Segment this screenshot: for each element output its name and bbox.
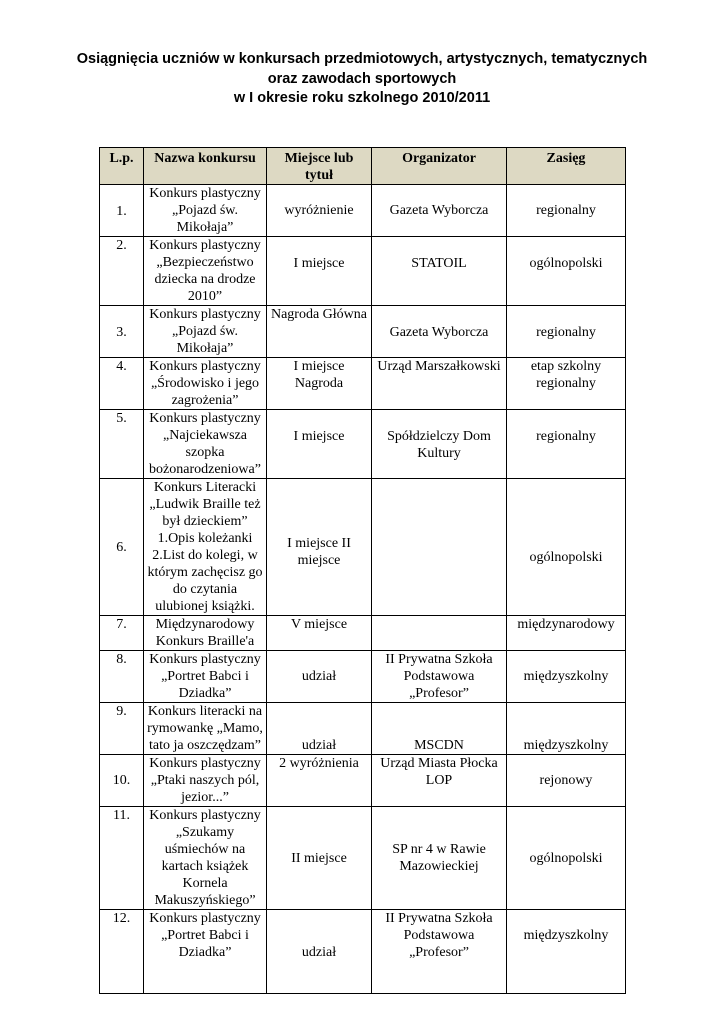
- cell-miejsce: Nagroda Główna: [267, 306, 372, 358]
- cell-lp: 2.: [100, 237, 144, 306]
- cell-organizator: Spółdzielczy Dom Kultury: [372, 410, 507, 479]
- cell-nazwa: Konkurs plastyczny „Najciekawsza szopka bożonarodzeniowa”: [144, 410, 267, 479]
- cell-nazwa: Konkurs plastyczny „Portret Babci i Dziadka”: [144, 910, 267, 994]
- cell-lp: 3.: [100, 306, 144, 358]
- header-miejsce: Miejsce lub tytuł: [267, 148, 372, 185]
- cell-nazwa: Konkurs plastyczny „Pojazd św. Mikołaja”: [144, 306, 267, 358]
- title-line-1: Osiągnięcia uczniów w konkursach przedmiotowych, artystycznych, tematycznych: [76, 51, 648, 67]
- table-row: [100, 358, 626, 410]
- table-row: [100, 410, 626, 479]
- cell-nazwa: Międzynarodowy Konkurs Braille'a: [144, 616, 267, 651]
- cell-organizator: [372, 616, 507, 651]
- header-nazwa: Nazwa konkursu: [144, 148, 267, 185]
- cell-organizator: Urząd Miasta Płocka LOP: [372, 755, 507, 807]
- cell-zasieg: ogólnopolski: [507, 479, 626, 616]
- cell-miejsce: I miejsce II miejsce: [267, 479, 372, 616]
- cell-lp: 8.: [100, 651, 144, 703]
- cell-miejsce: I miejsce Nagroda: [267, 358, 372, 410]
- cell-miejsce: II miejsce: [267, 807, 372, 910]
- cell-zasieg: międzyszkolny: [507, 651, 626, 703]
- cell-miejsce: udział: [267, 910, 372, 994]
- cell-lp: 12.: [100, 910, 144, 994]
- cell-lp: 5.: [100, 410, 144, 479]
- table-row: [100, 807, 626, 910]
- cell-lp: 4.: [100, 358, 144, 410]
- cell-zasieg: ogólnopolski: [507, 237, 626, 306]
- cell-nazwa: Konkurs plastyczny „Szukamy uśmiechów na kartach książek Kornela Makuszyńskiego”: [144, 807, 267, 910]
- cell-lp: 9.: [100, 703, 144, 755]
- header-lp: L.p.: [100, 148, 144, 185]
- table-row: [100, 910, 626, 994]
- cell-zasieg: rejonowy: [507, 755, 626, 807]
- cell-miejsce: udział: [267, 703, 372, 755]
- cell-zasieg: regionalny: [507, 410, 626, 479]
- document-title: [40, 50, 684, 109]
- cell-organizator: II Prywatna Szkoła Podstawowa „Profesor”: [372, 651, 507, 703]
- cell-zasieg: regionalny: [507, 185, 626, 237]
- cell-zasieg: ogólnopolski: [507, 807, 626, 910]
- table-row: [100, 755, 626, 807]
- header-zasieg: Zasięg: [507, 148, 626, 185]
- cell-miejsce: I miejsce: [267, 410, 372, 479]
- cell-organizator: MSCDN: [372, 703, 507, 755]
- cell-miejsce: 2 wyróżnienia: [267, 755, 372, 807]
- cell-nazwa: Konkurs Literacki „Ludwik Braille też był dzieckiem” 1.Opis koleżanki 2.List do kolegi, w którym zachęcisz go do czytania ulubionej książki.: [144, 479, 267, 616]
- cell-nazwa: Konkurs plastyczny „Portret Babci i Dziadka”: [144, 651, 267, 703]
- cell-nazwa: Konkurs plastyczny „Bezpieczeństwo dziecka na drodze 2010”: [144, 237, 267, 306]
- title-line-3: w I okresie roku szkolnego 2010/2011: [233, 90, 491, 106]
- cell-zasieg: etap szkolny regionalny: [507, 358, 626, 410]
- achievements-table: [99, 147, 626, 994]
- cell-nazwa: Konkurs plastyczny „Ptaki naszych pól, jezior...”: [144, 755, 267, 807]
- cell-lp: 6.: [100, 479, 144, 616]
- cell-nazwa: Konkurs plastyczny „Pojazd św. Mikołaja”: [144, 185, 267, 237]
- cell-nazwa: Konkurs plastyczny „Środowisko i jego zagrożenia”: [144, 358, 267, 410]
- table-row: [100, 703, 626, 755]
- cell-organizator: Urząd Marszałkowski: [372, 358, 507, 410]
- cell-zasieg: międzyszkolny: [507, 910, 626, 994]
- cell-miejsce: V miejsce: [267, 616, 372, 651]
- cell-organizator: SP nr 4 w Rawie Mazowieckiej: [372, 807, 507, 910]
- cell-organizator: II Prywatna Szkoła Podstawowa „Profesor”: [372, 910, 507, 994]
- cell-lp: 11.: [100, 807, 144, 910]
- cell-miejsce: udział: [267, 651, 372, 703]
- cell-lp: 7.: [100, 616, 144, 651]
- cell-organizator: Gazeta Wyborcza: [372, 306, 507, 358]
- cell-miejsce: I miejsce: [267, 237, 372, 306]
- cell-lp: 10.: [100, 755, 144, 807]
- cell-organizator: STATOIL: [372, 237, 507, 306]
- table-row: [100, 616, 626, 651]
- table-row: [100, 185, 626, 237]
- table-row: [100, 306, 626, 358]
- cell-zasieg: międzynarodowy: [507, 616, 626, 651]
- cell-organizator: [372, 479, 507, 616]
- title-line-2: oraz zawodach sportowych: [267, 70, 457, 87]
- cell-lp: 1.: [100, 185, 144, 237]
- cell-zasieg: regionalny: [507, 306, 626, 358]
- cell-nazwa: Konkurs literacki na rymowankę „Mamo, tato ja oszczędzam”: [144, 703, 267, 755]
- cell-organizator: Gazeta Wyborcza: [372, 185, 507, 237]
- cell-miejsce: wyróżnienie: [267, 185, 372, 237]
- table-header-row: [100, 148, 626, 185]
- header-organizator: Organizator: [372, 148, 507, 185]
- table-row: [100, 237, 626, 306]
- table-row: [100, 479, 626, 616]
- table-row: [100, 651, 626, 703]
- cell-zasieg: międzyszkolny: [507, 703, 626, 755]
